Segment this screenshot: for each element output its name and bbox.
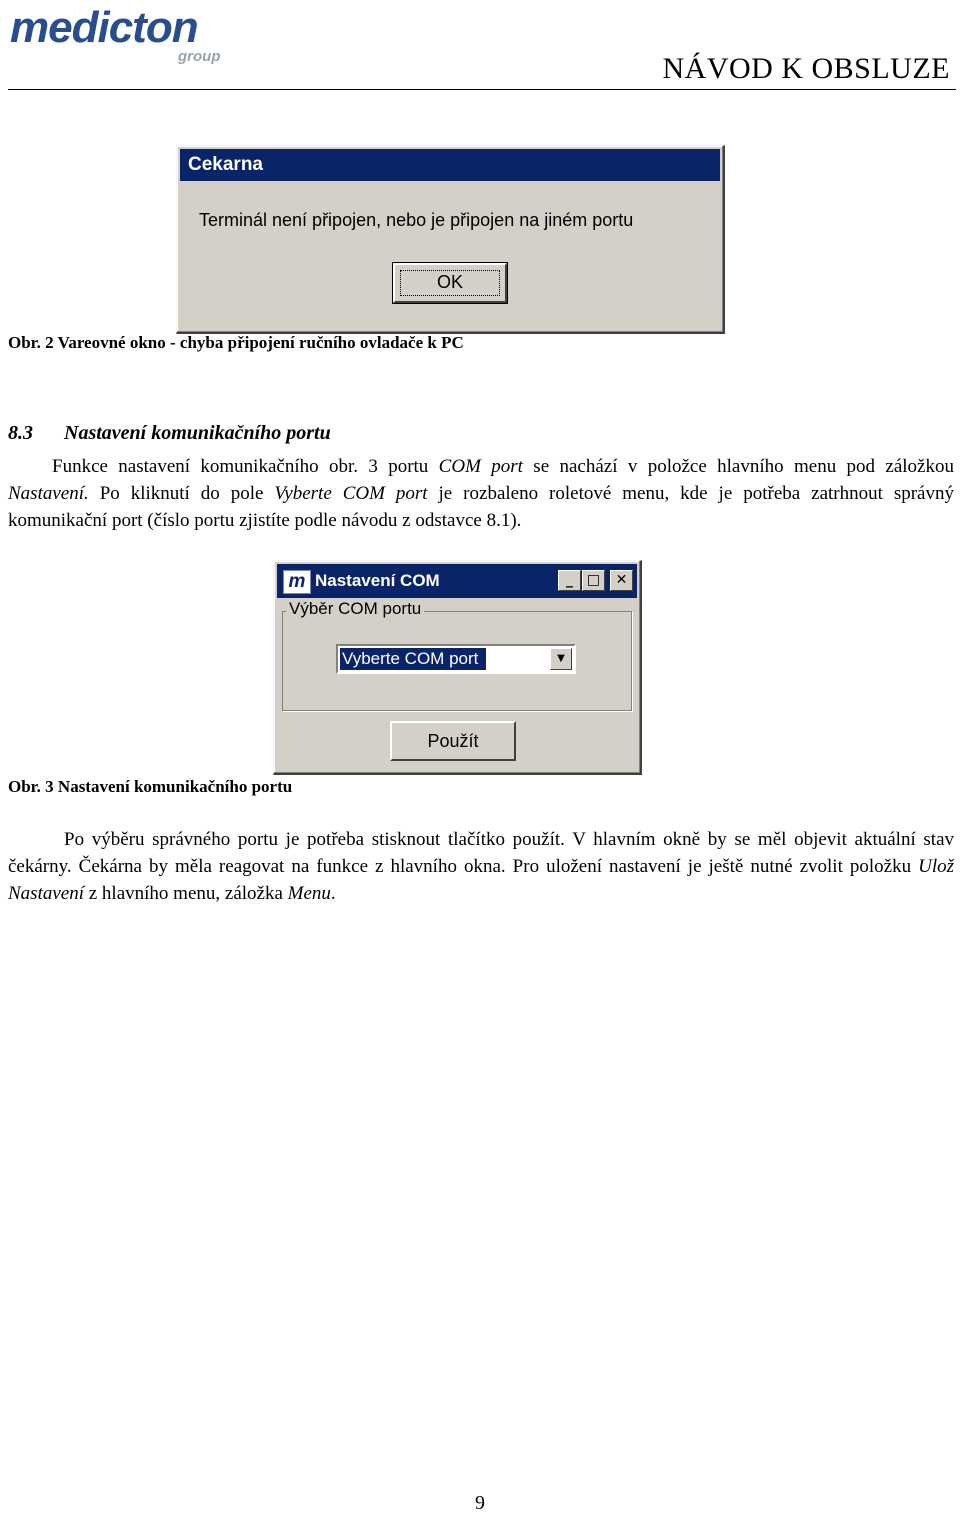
groupbox-label: Výběr COM portu [286,599,424,619]
dialog-titlebar [277,564,637,598]
ok-button[interactable] [393,263,507,303]
chevron-down-icon[interactable]: ▼ [550,648,572,670]
header-divider [8,89,956,90]
section-heading [8,422,331,445]
figure-caption-3: Obr. 3 Nastavení komunikačního portu [8,777,293,796]
para2-text-1: Po výběru správného portu je potřeba stisknout tlačítko použít. V hlavním okně by se měl objevit aktuální stav čekárny. Čekárna by měla reagovat na funkce z hlavního okna. Pro uložení nastavení je ještě nutné zvolit položku [8,829,954,877]
figure-caption-2: Obr. 2 Vareovné okno - chyba připojení ručního ovladače k PC [8,333,464,352]
close-icon[interactable]: ✕ [610,570,633,591]
para1-text-1: Funkce nastavení komunikačního obr. 3 portu [52,456,439,477]
apply-button-label: Použít [427,731,479,751]
section-title: Nastavení komunikačního portu [64,422,331,444]
dialog-message: Terminál není připojen, nebo je připojen na jiném portu [199,210,634,230]
dialog-title: Nastavení COM [315,571,440,590]
para1-text-2: se nachází v položce hlavního menu pod záložkou [522,456,954,477]
para2-text-3: . [330,883,336,904]
maximize-icon[interactable]: □ [582,570,605,591]
logo-text: medicton [10,3,198,52]
minimize-icon[interactable]: _ [558,570,581,591]
para1-italic-vyberte: Vyberte COM port [274,483,428,504]
para1-italic-nastaveni: Nastavení. [8,483,89,504]
com-settings-dialog-screenshot [273,560,642,775]
dialog-title: Cekarna [180,149,720,181]
para1-text-3: Po kliknutí do pole [88,483,275,504]
section-number: 8.3 [8,422,33,444]
logo-subtext: group [178,48,221,65]
para1-italic-com-port: COM port [438,456,523,477]
company-logo [10,4,250,70]
error-dialog-screenshot [176,145,725,334]
para2-italic-uloz: Ulož Nastavení [8,856,954,904]
para2-text-2: z hlavního menu, záložka [84,883,288,904]
focus-rectangle [400,270,500,296]
com-port-select[interactable] [336,644,576,674]
app-logo-icon: m [283,570,311,594]
para1-text-4: je rozbaleno roletové menu, kde je potřeba zatrhnout správný komunikační port (číslo portu zjistíte podle návodu z odstavce 8.1). [8,483,954,531]
ok-button-label: OK [436,272,463,292]
paragraph-after-selection [8,826,954,907]
apply-button[interactable] [390,721,516,761]
document-title: NÁVOD K OBSLUZE [662,52,950,85]
combo-selected-value: Vyberte COM port [340,648,486,670]
paragraph-com-port [8,453,954,534]
page-number: 9 [475,1492,485,1514]
para2-italic-menu: Menu [287,883,331,904]
